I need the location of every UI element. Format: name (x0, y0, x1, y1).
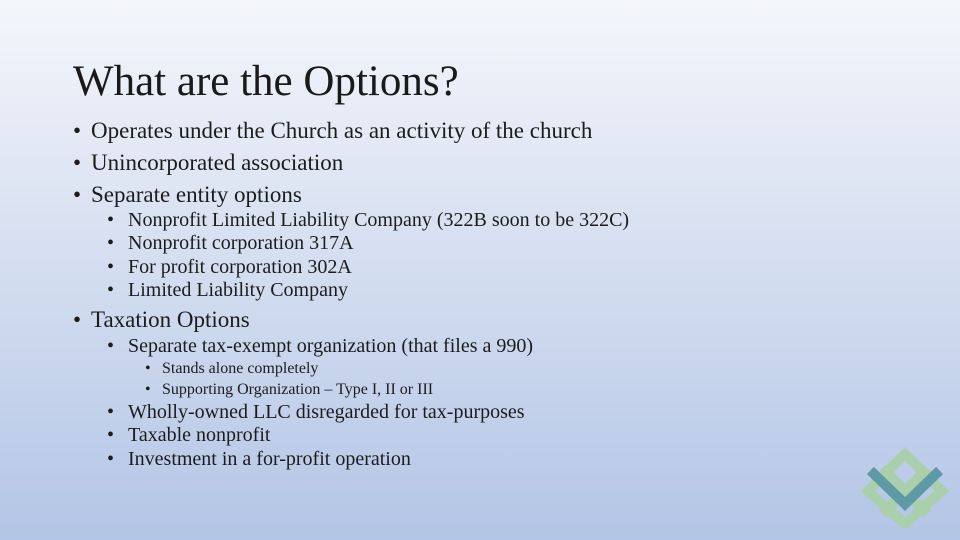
bullet-marker: • (107, 256, 115, 278)
bullet-text: Taxation Options (91, 307, 250, 332)
bullet-text: Separate tax-exempt organization (that files a 990) (128, 335, 534, 357)
list-item (107, 447, 411, 471)
taxation-heading (73, 306, 250, 334)
list-item (73, 149, 343, 177)
list-item (107, 423, 270, 447)
list-item (73, 181, 302, 209)
bullet-marker: • (107, 448, 115, 470)
bullet-text: Supporting Organization – Type I, II or III (162, 381, 434, 398)
bullet-marker: • (107, 424, 115, 446)
bullet-text: Investment in a for-profit operation (128, 448, 411, 470)
bullet-marker: • (107, 279, 115, 301)
bullet-marker: • (107, 401, 115, 423)
bullet-text: Limited Liability Company (128, 279, 348, 301)
bullet-marker: • (145, 360, 151, 377)
bullet-text: Nonprofit Limited Liability Company (322B soon to be 322C) (128, 209, 630, 231)
bullet-text: Operates under the Church as an activity of the church (91, 118, 593, 143)
bullet-marker: • (73, 307, 82, 332)
bullet-text: Stands alone completely (162, 360, 319, 377)
bullet-marker: • (73, 150, 82, 175)
bullet-text: For profit corporation 302A (128, 256, 352, 278)
bullet-marker: • (73, 118, 82, 143)
list-item (145, 380, 433, 400)
list-item (107, 400, 525, 424)
list-item (145, 359, 318, 379)
bullet-text: Nonprofit corporation 317A (128, 232, 354, 254)
bullet-marker: • (73, 182, 82, 207)
bullet-marker: • (107, 209, 115, 231)
bullet-text: Separate entity options (91, 182, 302, 207)
bullet-text: Unincorporated association (91, 150, 344, 175)
slide-title: What are the Options? (73, 58, 459, 105)
list-item (107, 208, 629, 232)
diamond-lattice-logo-icon (860, 446, 950, 528)
list-item (107, 334, 533, 358)
bullet-marker: • (107, 335, 115, 357)
list-item (107, 231, 354, 255)
list-item (73, 117, 592, 145)
list-item (107, 278, 348, 302)
bullet-text: Taxable nonprofit (128, 424, 271, 446)
bullet-marker: • (145, 381, 151, 398)
list-item (107, 255, 352, 279)
bullet-marker: • (107, 232, 115, 254)
bullet-text: Wholly-owned LLC disregarded for tax-purposes (128, 401, 525, 423)
